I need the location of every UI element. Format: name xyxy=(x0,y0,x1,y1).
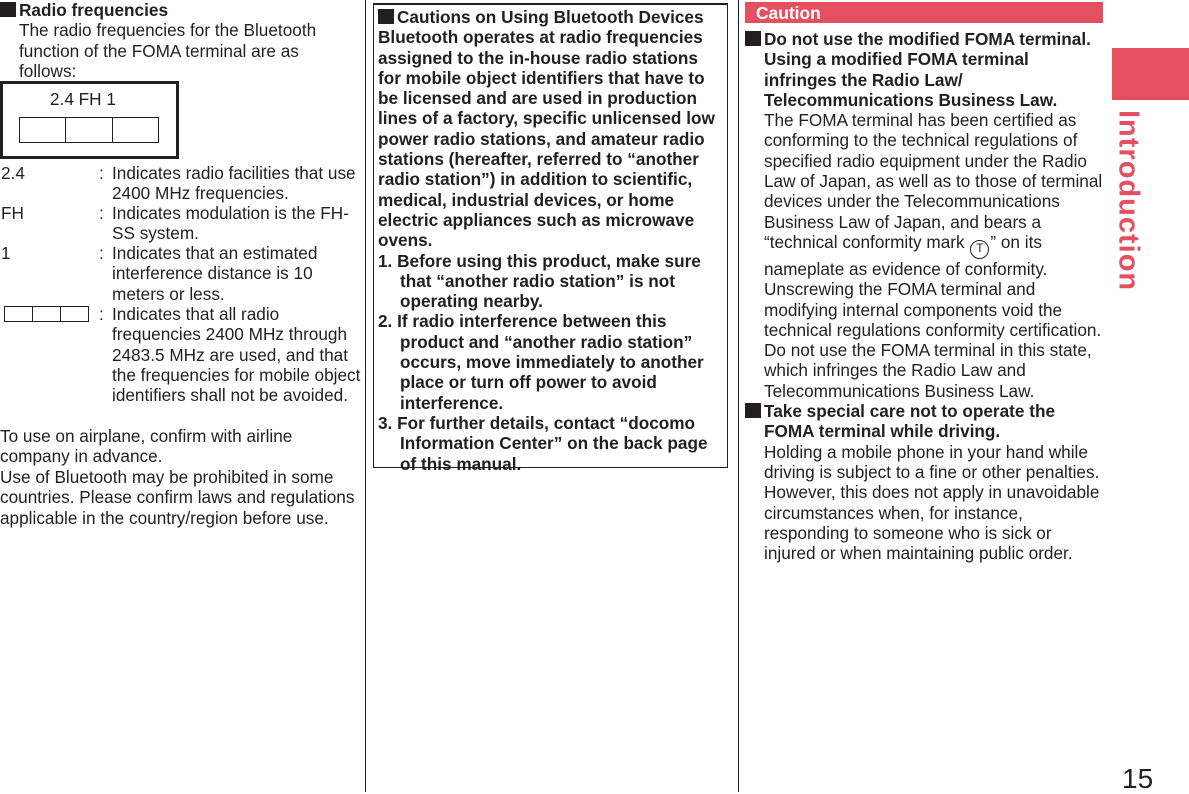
definition-desc: Indicates that an estimated interference distance is 10 meters or less. xyxy=(112,243,318,304)
caution-label: Caution xyxy=(745,2,1103,23)
bluetooth-cautions-heading: Cautions on Using Bluetooth Devices xyxy=(378,7,722,27)
country-note: Use of Bluetooth may be prohibited in some countries. Please confirm laws and regulations applicable in the country/region before use. xyxy=(0,467,355,528)
caution-text: However, this does not apply in unavoidable circumstances when, for instance, responding to someone who is sick or injured or when maintaining public order. xyxy=(764,482,1100,564)
column-divider xyxy=(738,0,739,792)
caution-item-driving xyxy=(745,401,1105,563)
frequency-band-mini-diagram xyxy=(4,306,89,322)
definition-desc: Indicates that all radio frequencies 2400 MHz through 2483.5 MHz are used, and that the frequencies for mobile object identifiers shall not be avoided. xyxy=(112,304,361,406)
bluetooth-cautions-body: Bluetooth operates at radio frequencies assigned to the in-house radio stations for mobile object identifiers that have to be licensed and are used in production lines of a factory, specific unlicensed low power radio stations, and amateur radio stations (hereafter, referred to “another radio station”) in addition to scientific, medical, industrial devices, or home electric appliances such as microwave ovens. xyxy=(378,27,715,251)
square-bullet-icon xyxy=(745,403,761,418)
definition-desc: Indicates modulation is the FH-SS system. xyxy=(112,203,349,244)
list-item: 3. For further details, contact “docomo Information Center” on the back page of this manual. xyxy=(378,412,708,474)
list-item: 2. If radio interference between this product and “another radio station” occurs, move immediately to another place or turn off power to avoid interference. xyxy=(378,311,704,413)
caution-heading: Take special care not to operate the FOMA terminal while driving. xyxy=(745,401,1105,442)
definition-term: 2.4 xyxy=(1,163,25,183)
radio-frequencies-section xyxy=(0,0,360,81)
caution-section xyxy=(745,0,1105,563)
definition-term: 1 xyxy=(1,243,11,263)
radio-frequencies-heading: Radio frequencies xyxy=(0,0,360,20)
square-bullet-icon xyxy=(745,31,761,46)
technical-conformity-mark-icon: T xyxy=(970,240,989,259)
caution-text: The FOMA terminal has been certified as conforming to the technical regulations of specified radio equipment under the Radio Law of Japan, as well as to those of terminal devices under the Telecommunications Business Law of Japan, and bears a “technical conformity mark T ” on its nameplate as evidence of conformity. Unscrewing the FOMA terminal and modifying internal components void the technical regulations conformity certification. Do not use the FOMA terminal in this state, which infringes the Radio Law and Telecommunications Business Law. xyxy=(764,110,1103,401)
square-bullet-icon xyxy=(378,9,394,24)
page-number: 15 xyxy=(1122,763,1154,794)
frequency-mark-label: 2.4 FH 1 xyxy=(50,89,116,109)
chapter-tab xyxy=(1112,48,1189,100)
list-item: 1. Before using this product, make sure that “another radio station” is not operating nearby. xyxy=(378,250,701,312)
bluetooth-cautions-list xyxy=(378,251,722,474)
caution-heading: Do not use the modified FOMA terminal. Using a modified FOMA terminal infringes the Radio Law/ Telecommunications Business Law. xyxy=(745,29,1105,110)
airplane-note: To use on airplane, confirm with airline company in advance. xyxy=(0,426,293,467)
definition-term: FH xyxy=(1,203,24,223)
definition-desc: Indicates radio facilities that use 2400 MHz frequencies. xyxy=(112,163,356,204)
caution-text: Holding a mobile phone in your hand while driving is subject to a fine or other penalties. xyxy=(764,441,1100,482)
caution-item-modified xyxy=(745,29,1105,401)
frequency-band-diagram xyxy=(19,117,159,143)
chapter-title: Introduction xyxy=(1112,110,1145,292)
square-bullet-icon xyxy=(0,2,16,17)
bluetooth-cautions-box xyxy=(373,3,728,474)
column-divider xyxy=(365,0,366,792)
radio-frequencies-intro: The radio frequencies for the Bluetooth function of the FOMA terminal are as follows: xyxy=(19,20,317,81)
